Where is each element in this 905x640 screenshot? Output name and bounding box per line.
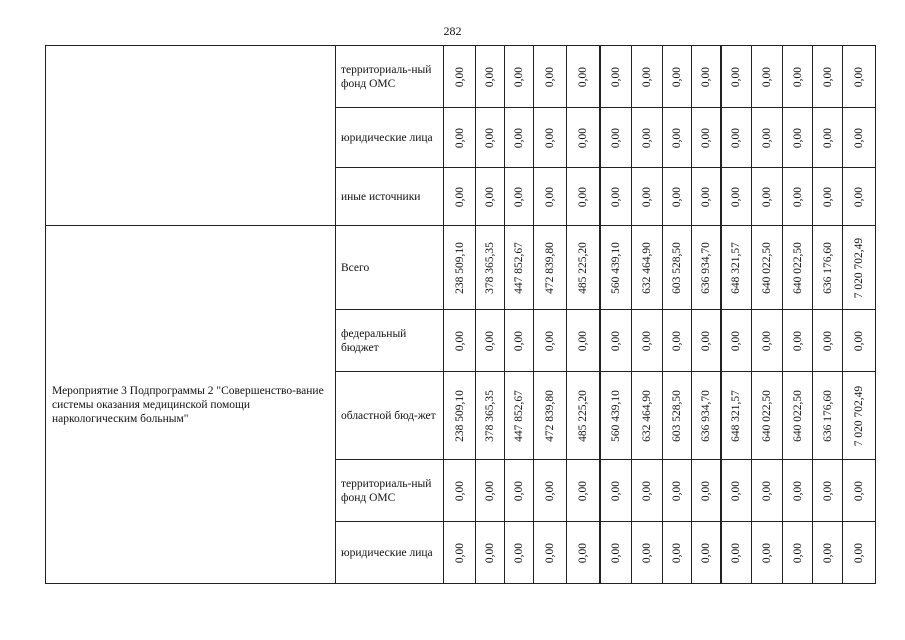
value-text: 0,00 xyxy=(544,186,556,207)
value-cell xyxy=(663,310,692,372)
value-text: 0,00 xyxy=(544,127,556,148)
value-cell xyxy=(567,226,600,310)
value-cell xyxy=(567,310,600,372)
value-cell xyxy=(505,46,534,108)
value-text: 0,00 xyxy=(853,186,865,207)
value-cell xyxy=(721,168,752,226)
value-cell xyxy=(476,226,505,310)
value-cell xyxy=(813,310,843,372)
value-text: 0,00 xyxy=(484,480,496,501)
value-text: 640 022,50 xyxy=(761,241,773,294)
value-cell xyxy=(663,168,692,226)
value-text: 640 022,50 xyxy=(791,241,804,294)
value-text: 0,00 xyxy=(609,542,622,563)
funding-table xyxy=(45,45,876,584)
value-cell xyxy=(752,168,783,226)
value-text: 0,00 xyxy=(730,66,743,87)
value-text: 0,00 xyxy=(513,186,525,207)
value-cell xyxy=(692,226,721,310)
value-cell xyxy=(505,522,534,584)
value-text: 0,00 xyxy=(576,186,589,207)
page-number: 282 xyxy=(443,24,462,38)
value-text: 648 321,57 xyxy=(730,241,743,294)
value-text: 0,00 xyxy=(853,127,865,148)
value-cell xyxy=(752,226,783,310)
value-text: 238 509,10 xyxy=(453,241,466,294)
value-text: 378 365,35 xyxy=(484,389,496,442)
value-text: 472 839,80 xyxy=(544,389,556,442)
value-cell xyxy=(721,522,752,584)
funding-source-cell: областной бюд-жет xyxy=(336,372,444,460)
value-cell xyxy=(476,168,505,226)
value-cell xyxy=(476,522,505,584)
value-text: 0,00 xyxy=(641,66,653,87)
value-text: 0,00 xyxy=(609,330,622,351)
value-cell xyxy=(632,460,663,522)
value-cell xyxy=(783,226,813,310)
value-text: 0,00 xyxy=(671,542,683,563)
value-text: 0,00 xyxy=(609,186,622,207)
value-cell xyxy=(813,226,843,310)
value-cell xyxy=(632,372,663,460)
value-cell xyxy=(813,372,843,460)
value-cell xyxy=(632,310,663,372)
value-text: 0,00 xyxy=(699,186,712,207)
funding-source-cell: территориаль-ный фонд ОМС xyxy=(336,46,444,108)
value-cell xyxy=(752,46,783,108)
value-text: 0,00 xyxy=(513,66,525,87)
funding-source-cell: юридические лица xyxy=(336,108,444,168)
value-cell xyxy=(567,168,600,226)
value-text: 0,00 xyxy=(699,542,712,563)
value-cell xyxy=(813,168,843,226)
value-cell xyxy=(843,372,876,460)
value-text: 0,00 xyxy=(821,330,834,351)
value-cell xyxy=(632,522,663,584)
value-text: 0,00 xyxy=(791,127,804,148)
value-cell xyxy=(505,168,534,226)
value-text: 0,00 xyxy=(576,127,589,148)
value-text: 0,00 xyxy=(641,330,653,351)
value-cell xyxy=(534,460,567,522)
value-cell xyxy=(783,310,813,372)
value-cell xyxy=(444,460,476,522)
value-cell xyxy=(476,460,505,522)
value-cell xyxy=(444,226,476,310)
value-text: 472 839,80 xyxy=(544,241,556,294)
value-cell xyxy=(444,522,476,584)
table-row xyxy=(46,226,876,310)
value-text: 0,00 xyxy=(576,542,589,563)
value-cell xyxy=(663,46,692,108)
value-text: 0,00 xyxy=(513,542,525,563)
value-text: 0,00 xyxy=(821,542,834,563)
value-text: 0,00 xyxy=(821,127,834,148)
funding-source-cell: юридические лица xyxy=(336,522,444,584)
value-cell xyxy=(534,372,567,460)
value-cell xyxy=(663,226,692,310)
value-cell xyxy=(752,460,783,522)
value-cell xyxy=(600,226,632,310)
value-cell xyxy=(783,372,813,460)
value-cell xyxy=(843,522,876,584)
value-text: 0,00 xyxy=(513,480,525,501)
value-text: 640 022,50 xyxy=(791,389,804,442)
value-text: 0,00 xyxy=(699,480,712,501)
value-cell xyxy=(752,522,783,584)
value-cell xyxy=(534,168,567,226)
value-text: 560 439,10 xyxy=(609,389,622,442)
value-cell xyxy=(783,460,813,522)
value-text: 0,00 xyxy=(609,480,622,501)
value-cell xyxy=(783,108,813,168)
value-cell xyxy=(444,310,476,372)
value-cell xyxy=(567,522,600,584)
value-text: 0,00 xyxy=(761,480,773,501)
value-text: 0,00 xyxy=(699,127,712,148)
value-cell xyxy=(692,108,721,168)
value-text: 640 022,50 xyxy=(761,389,773,442)
value-text: 0,00 xyxy=(609,66,622,87)
value-cell xyxy=(783,522,813,584)
value-cell xyxy=(721,46,752,108)
value-text: 0,00 xyxy=(730,480,743,501)
value-text: 0,00 xyxy=(576,330,589,351)
value-text: 632 464,90 xyxy=(641,389,653,442)
value-cell xyxy=(843,46,876,108)
value-text: 0,00 xyxy=(671,480,683,501)
value-cell xyxy=(632,168,663,226)
value-text: 0,00 xyxy=(453,542,466,563)
value-cell xyxy=(783,46,813,108)
value-cell xyxy=(534,46,567,108)
value-text: 0,00 xyxy=(853,542,865,563)
value-text: 0,00 xyxy=(513,127,525,148)
value-text: 636 934,70 xyxy=(699,389,712,442)
value-text: 0,00 xyxy=(730,330,743,351)
funding-source-cell: Всего xyxy=(336,226,444,310)
value-text: 0,00 xyxy=(671,66,683,87)
program-title-cell xyxy=(46,46,336,226)
value-text: 0,00 xyxy=(821,186,834,207)
value-text: 636 934,70 xyxy=(699,241,712,294)
value-text: 0,00 xyxy=(853,330,865,351)
program-title-cell: Мероприятие 3 Подпрограммы 2 "Совершенство-вание системы оказания медицинской помощи наркологическим больным" xyxy=(46,226,336,584)
value-cell xyxy=(783,168,813,226)
value-cell xyxy=(721,226,752,310)
value-text: 632 464,90 xyxy=(641,241,653,294)
value-cell xyxy=(843,226,876,310)
value-text: 636 176,60 xyxy=(821,241,834,294)
value-cell xyxy=(692,310,721,372)
value-cell xyxy=(534,226,567,310)
value-text: 0,00 xyxy=(453,66,466,87)
value-text: 0,00 xyxy=(609,127,622,148)
value-text: 0,00 xyxy=(484,330,496,351)
value-cell xyxy=(600,108,632,168)
value-cell xyxy=(534,108,567,168)
value-cell xyxy=(567,46,600,108)
value-text: 0,00 xyxy=(821,66,834,87)
value-text: 0,00 xyxy=(821,480,834,501)
value-cell xyxy=(663,460,692,522)
value-text: 0,00 xyxy=(641,480,653,501)
value-cell xyxy=(752,310,783,372)
value-cell xyxy=(600,372,632,460)
value-cell xyxy=(721,310,752,372)
value-text: 378 365,35 xyxy=(484,241,496,294)
value-text: 0,00 xyxy=(484,542,496,563)
value-text: 0,00 xyxy=(761,127,773,148)
value-cell xyxy=(721,108,752,168)
value-cell xyxy=(632,226,663,310)
funding-source-cell: территориаль-ный фонд ОМС xyxy=(336,460,444,522)
value-text: 0,00 xyxy=(853,66,865,87)
value-text: 447 852,67 xyxy=(513,241,525,294)
value-text: 0,00 xyxy=(576,480,589,501)
value-text: 0,00 xyxy=(671,186,683,207)
value-text: 0,00 xyxy=(730,542,743,563)
value-cell xyxy=(813,46,843,108)
value-text: 0,00 xyxy=(641,186,653,207)
value-text: 0,00 xyxy=(576,66,589,87)
value-text: 0,00 xyxy=(853,480,865,501)
value-text: 0,00 xyxy=(761,186,773,207)
value-cell xyxy=(721,372,752,460)
value-cell xyxy=(752,372,783,460)
value-cell xyxy=(813,460,843,522)
value-cell xyxy=(505,108,534,168)
value-cell xyxy=(663,522,692,584)
value-cell xyxy=(663,108,692,168)
value-cell xyxy=(600,310,632,372)
value-text: 0,00 xyxy=(453,480,466,501)
value-cell xyxy=(505,372,534,460)
value-cell xyxy=(476,46,505,108)
value-cell xyxy=(843,168,876,226)
value-cell xyxy=(632,46,663,108)
value-text: 636 176,60 xyxy=(821,389,834,442)
value-cell xyxy=(692,46,721,108)
value-text: 447 852,67 xyxy=(513,389,525,442)
value-text: 0,00 xyxy=(484,66,496,87)
value-text: 0,00 xyxy=(671,330,683,351)
value-text: 0,00 xyxy=(641,127,653,148)
value-cell xyxy=(444,46,476,108)
value-cell xyxy=(843,108,876,168)
value-cell xyxy=(444,168,476,226)
value-cell xyxy=(813,522,843,584)
value-cell xyxy=(476,310,505,372)
value-cell xyxy=(567,108,600,168)
value-cell xyxy=(600,168,632,226)
value-text: 0,00 xyxy=(641,542,653,563)
value-text: 0,00 xyxy=(544,542,556,563)
value-cell xyxy=(843,460,876,522)
value-cell xyxy=(505,226,534,310)
funding-source-cell: иные источники xyxy=(336,168,444,226)
value-text: 0,00 xyxy=(730,186,743,207)
value-text: 0,00 xyxy=(453,127,466,148)
value-text: 0,00 xyxy=(544,66,556,87)
value-cell xyxy=(476,108,505,168)
value-text: 0,00 xyxy=(671,127,683,148)
value-text: 0,00 xyxy=(484,127,496,148)
value-text: 0,00 xyxy=(761,330,773,351)
value-cell xyxy=(505,460,534,522)
value-cell xyxy=(600,460,632,522)
value-cell xyxy=(534,310,567,372)
value-cell xyxy=(476,372,505,460)
value-text: 0,00 xyxy=(791,480,804,501)
value-text: 485 225,20 xyxy=(576,241,589,294)
value-text: 0,00 xyxy=(699,66,712,87)
value-cell xyxy=(505,310,534,372)
value-cell xyxy=(692,460,721,522)
value-cell xyxy=(534,522,567,584)
value-cell xyxy=(444,108,476,168)
value-text: 0,00 xyxy=(484,186,496,207)
value-cell xyxy=(600,46,632,108)
value-text: 0,00 xyxy=(791,186,804,207)
value-text: 648 321,57 xyxy=(730,389,743,442)
value-text: 7 020 702,49 xyxy=(853,385,865,446)
value-cell xyxy=(567,372,600,460)
value-cell xyxy=(663,372,692,460)
value-text: 0,00 xyxy=(791,330,804,351)
value-cell xyxy=(444,372,476,460)
value-text: 0,00 xyxy=(453,186,466,207)
value-text: 603 528,50 xyxy=(671,389,683,442)
value-text: 0,00 xyxy=(544,480,556,501)
value-cell xyxy=(721,460,752,522)
value-text: 238 509,10 xyxy=(453,389,466,442)
value-text: 0,00 xyxy=(699,330,712,351)
value-text: 0,00 xyxy=(791,66,804,87)
value-cell xyxy=(692,522,721,584)
value-text: 560 439,10 xyxy=(609,241,622,294)
value-text: 0,00 xyxy=(791,542,804,563)
value-cell xyxy=(692,168,721,226)
value-text: 0,00 xyxy=(453,330,466,351)
value-cell xyxy=(567,460,600,522)
value-text: 0,00 xyxy=(730,127,743,148)
value-cell xyxy=(813,108,843,168)
value-text: 7 020 702,49 xyxy=(853,237,865,298)
value-cell xyxy=(752,108,783,168)
value-text: 0,00 xyxy=(761,542,773,563)
funding-source-cell: федеральный бюджет xyxy=(336,310,444,372)
value-cell xyxy=(692,372,721,460)
value-cell xyxy=(632,108,663,168)
value-text: 603 528,50 xyxy=(671,241,683,294)
value-cell xyxy=(600,522,632,584)
value-text: 0,00 xyxy=(513,330,525,351)
table-row xyxy=(46,46,876,108)
value-text: 485 225,20 xyxy=(576,389,589,442)
value-text: 0,00 xyxy=(761,66,773,87)
value-text: 0,00 xyxy=(544,330,556,351)
value-cell xyxy=(843,310,876,372)
